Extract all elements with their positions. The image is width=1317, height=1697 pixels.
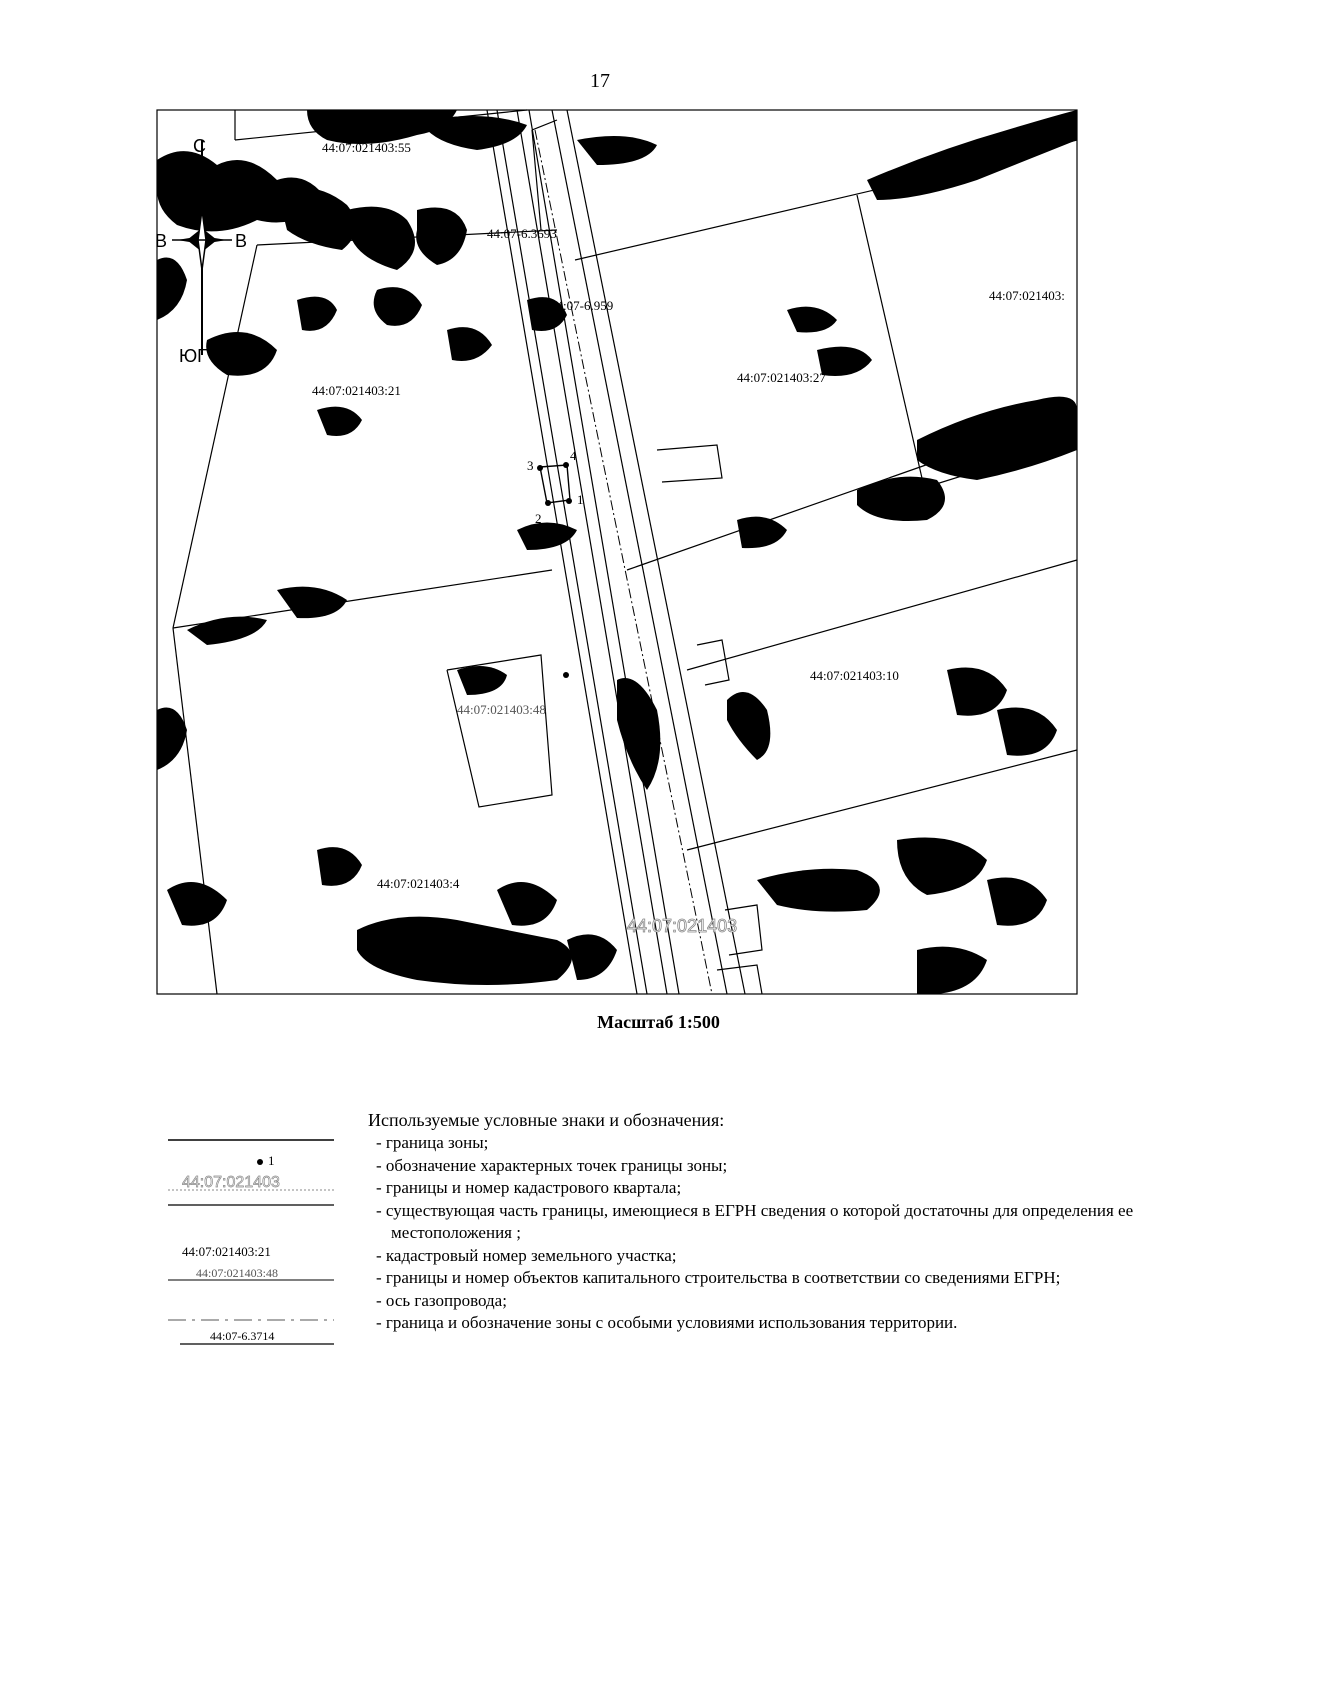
compass-north-label: С	[193, 136, 206, 156]
legend-point-symbol	[257, 1159, 263, 1165]
label-zone-top: 44:07-6.3693	[487, 226, 557, 241]
legend-item: - обозначение характерных точек границы зоны;	[376, 1155, 728, 1175]
legend-item: - существующая часть границы, имеющиеся в ЕГРН сведения о которой достаточны для определения ее местоположения ;	[376, 1200, 1134, 1242]
label-zone-mid: 44:07-6.959	[550, 298, 614, 313]
legend-special-zone-number: 44:07-6.3714	[210, 1329, 275, 1343]
label-quarter-faded: 44:07:021403	[627, 916, 738, 936]
legend-quarter-number: 44:07:021403	[182, 1174, 280, 1191]
page-number: 17	[590, 70, 610, 92]
legend-item: - ось газопровода;	[376, 1290, 507, 1310]
legend-parcel-number: 44:07:021403:21	[182, 1244, 271, 1259]
point-1-marker	[566, 498, 572, 504]
scale-label: Масштаб 1:500	[597, 1012, 720, 1032]
label-block-top: 44:07:021403:55	[322, 140, 411, 155]
label-parcel-10: 44:07:021403:10	[810, 668, 899, 683]
point-1-label: 1	[577, 492, 584, 507]
legend-item: - границы и номер кадастрового квартала;	[376, 1178, 682, 1197]
label-parcel-4: 44:07:021403:4	[377, 876, 460, 891]
point-3-label: 3	[527, 458, 534, 473]
compass-east-label: В	[235, 231, 248, 251]
point-3-marker	[537, 465, 543, 471]
point-2-label: 2	[535, 511, 542, 526]
label-parcel-right-top: 44:07:021403:	[989, 288, 1065, 303]
label-parcel-21: 44:07:021403:21	[312, 383, 401, 398]
legend-item: - кадастровый номер земельного участка;	[376, 1245, 677, 1265]
label-building-48: 44:07:021403:48	[457, 702, 546, 717]
legend-list	[376, 1132, 1136, 1335]
extra-point-marker	[563, 672, 569, 678]
legend-point-number: 1	[268, 1153, 275, 1168]
compass-south-label: ЮГ	[179, 346, 207, 366]
legend-item: - границы и номер объектов капитального строительства в соответствии со сведениями ЕГРН;	[376, 1268, 1061, 1287]
legend-item: - граница и обозначение зоны с особыми условиями использования территории.	[376, 1313, 958, 1332]
label-parcel-27: 44:07:021403:27	[737, 370, 826, 385]
point-4-label: 4	[570, 448, 577, 463]
legend-title: Используемые условные знаки и обозначения:	[368, 1110, 725, 1130]
legend-item: - граница зоны;	[376, 1133, 489, 1152]
legend-symbols	[168, 1140, 336, 1360]
compass-west-label: В	[155, 231, 168, 251]
point-4-marker	[563, 462, 569, 468]
legend-building-number: 44:07:021403:48	[196, 1266, 279, 1280]
cadastral-map[interactable]	[157, 110, 1077, 994]
point-2-marker	[545, 500, 551, 506]
